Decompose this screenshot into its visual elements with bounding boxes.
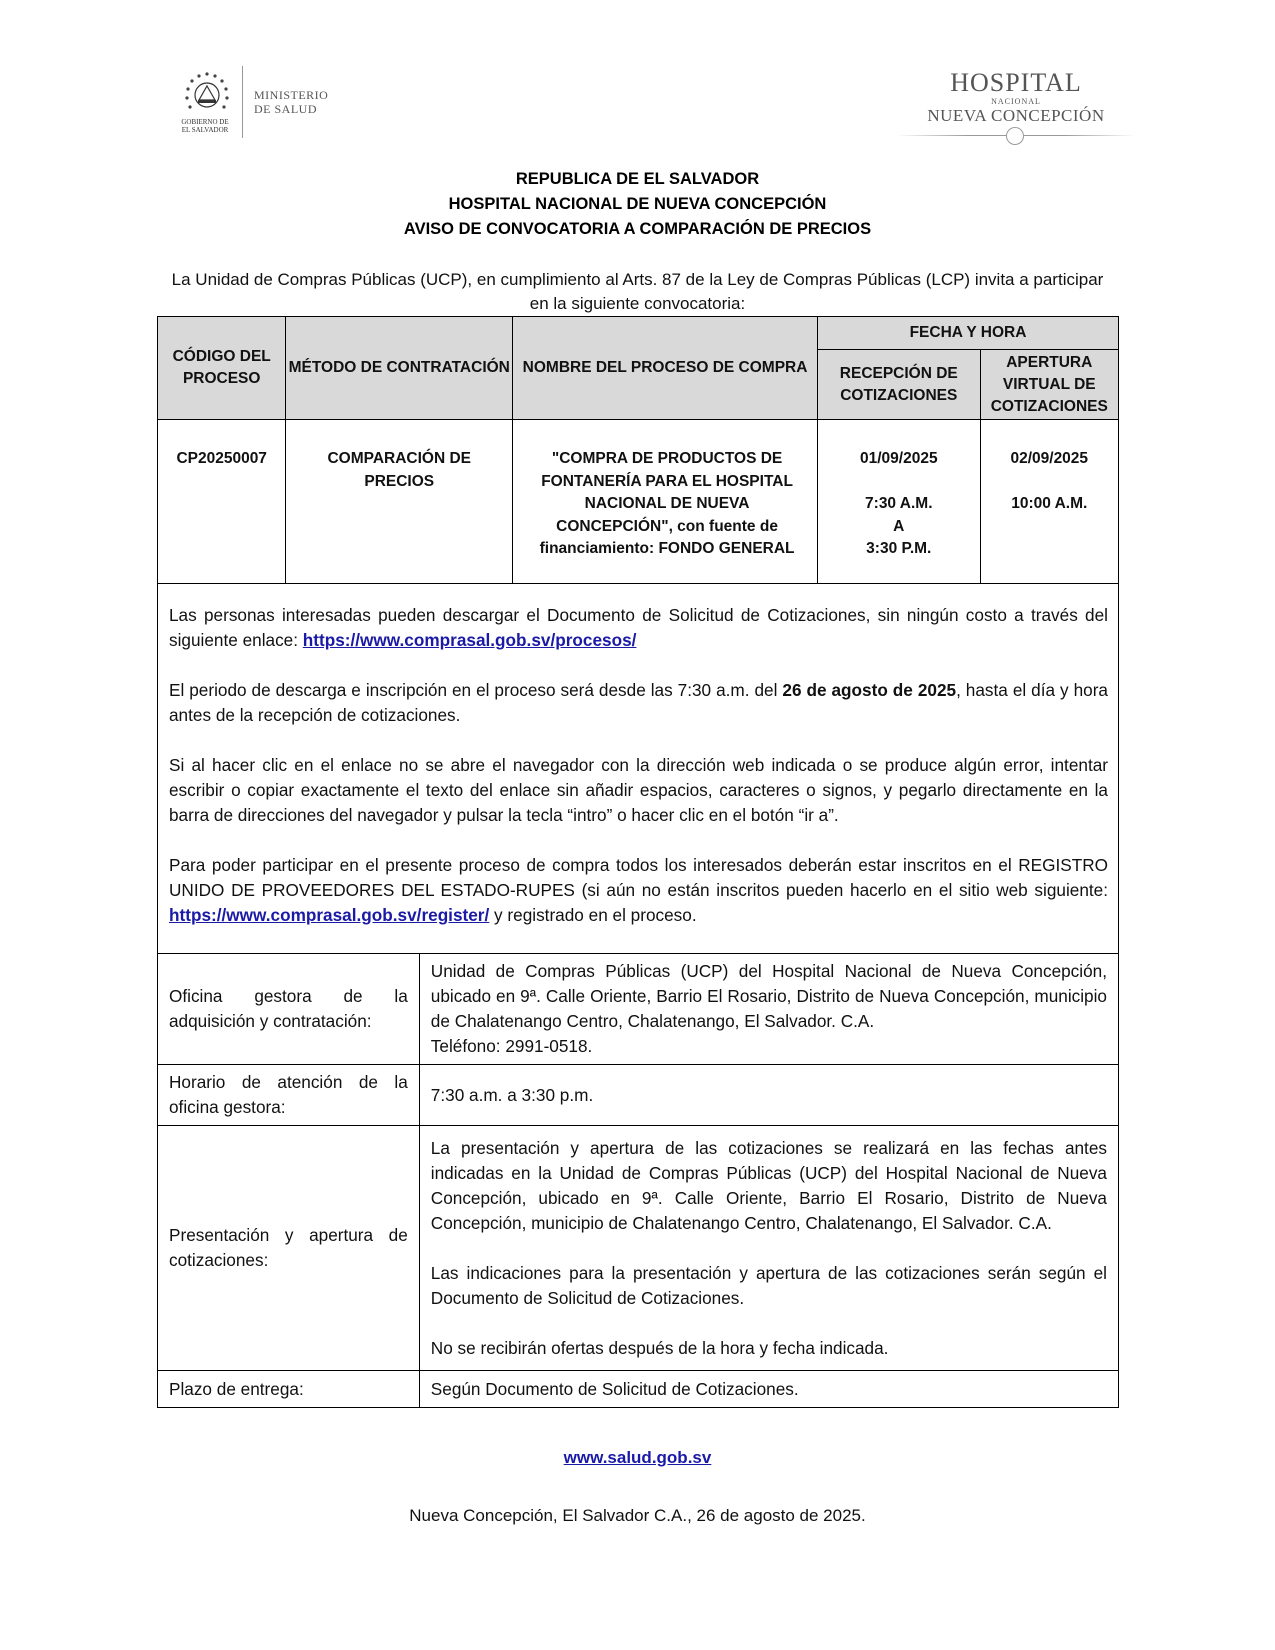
- hospital-logo-line1: HOSPITAL: [950, 68, 1082, 97]
- table-row: [158, 954, 1119, 1065]
- table-row: [158, 1065, 1119, 1126]
- title-line-1: REPUBLICA DE EL SALVADOR: [515, 170, 760, 188]
- header-recepcion: RECEPCIÓN DE COTIZACIONES: [818, 350, 981, 420]
- government-label: GOBIERNO DE EL SALVADOR: [181, 118, 229, 134]
- info-table: [157, 953, 1119, 1408]
- process-table: [157, 316, 1119, 584]
- presentacion-label: Presentación y apertura de cotizaciones:: [158, 1126, 420, 1371]
- download-paragraph: Las personas interesadas pueden descargar el Documento de Solicitud de Cotizaciones, sin ningún costo a través del siguiente enlace: https://www.comprasal.gob.sv/procesos/: [169, 605, 1108, 650]
- cell-codigo: CP20250007: [158, 420, 286, 584]
- cell-metodo: COMPARACIÓN DE PRECIOS: [286, 420, 513, 584]
- header-codigo: CÓDIGO DEL PROCESO: [158, 317, 286, 420]
- table-row: [158, 420, 1119, 584]
- header-apertura: APERTURA VIRTUAL DE COTIZACIONES: [980, 350, 1118, 420]
- hospital-logo-line3: NUEVA CONCEPCIÓN: [927, 106, 1105, 125]
- procesos-link[interactable]: https://www.comprasal.gob.sv/procesos/: [302, 630, 637, 650]
- table-row: [158, 1371, 1119, 1408]
- registration-paragraph: Para poder participar en el presente proceso de compra todos los interesados deberán estar inscritos en el REGISTRO UNIDO DE PROVEEDORES DEL ESTADO-RUPES (si aún no están inscritos pueden hacerlo en el sitio web siguiente: https://www.comprasal.gob.sv/register/ y registrado en el proceso.: [169, 855, 1108, 925]
- recepcion-separator: A: [893, 517, 905, 535]
- recepcion-fecha: 01/09/2025: [859, 450, 938, 467]
- logo-divider: [242, 66, 243, 138]
- instructions-block: [157, 581, 1119, 954]
- horario-label: Horario de atención de la oficina gestora:: [158, 1065, 420, 1126]
- document-title: [0, 167, 1275, 242]
- ministry-label: MINISTERIO DE SALUD: [254, 88, 329, 116]
- recepcion-hora-fin: 3:30 P.M.: [866, 540, 932, 557]
- footer-link-wrapper: [0, 1448, 1275, 1468]
- hospital-logo-line2: NACIONAL: [991, 97, 1041, 106]
- header-fecha-hora: FECHA Y HORA: [818, 317, 1119, 350]
- header-metodo: MÉTODO DE CONTRATACIÓN: [286, 317, 513, 420]
- link-help-paragraph: Si al hacer clic en el enlace no se abre el navegador con la dirección web indicada o se produce algún error, intentar escribir o copiar exactamente el texto del enlace sin añadir espacios, caracteres o signos, y pegarlo directamente en la barra de direcciones del navegador y pulsar la tecla “intro” o hacer clic en el botón “ir a”.: [169, 755, 1108, 825]
- plazo-value: Según Documento de Solicitud de Cotizaciones.: [419, 1371, 1118, 1408]
- oficina-label: Oficina gestora de la adquisición y contratación:: [158, 954, 420, 1065]
- ministry-logo: [176, 66, 346, 138]
- start-date: 26 de agosto de 2025: [782, 680, 957, 700]
- horario-value: 7:30 a.m. a 3:30 p.m.: [419, 1065, 1118, 1126]
- period-paragraph: El periodo de descarga e inscripción en el proceso será desde las 7:30 a.m. del 26 de agosto de 2025, hasta el día y hora antes de la recepción de cotizaciones.: [169, 680, 1108, 725]
- cell-recepcion: [818, 420, 981, 584]
- hospital-logo: [896, 70, 1136, 150]
- cell-apertura: [980, 420, 1118, 584]
- title-line-3: AVISO DE CONVOCATORIA A COMPARACIÓN DE PRECIOS: [403, 220, 872, 238]
- plazo-label: Plazo de entrega:: [158, 1371, 420, 1408]
- hospital-seal-icon: [1006, 127, 1024, 145]
- title-line-2: HOSPITAL NACIONAL DE NUEVA CONCEPCIÓN: [448, 195, 827, 213]
- salud-link[interactable]: www.salud.gob.sv: [563, 1448, 712, 1467]
- table-row: [158, 1126, 1119, 1371]
- apertura-fecha: 02/09/2025: [1010, 450, 1089, 467]
- cell-nombre: "COMPRA DE PRODUCTOS DE FONTANERÍA PARA EL HOSPITAL NACIONAL DE NUEVA CONCEPCIÓN", con fuente de financiamiento: FONDO GENERAL: [513, 420, 818, 584]
- intro-paragraph: La Unidad de Compras Públicas (UCP), en cumplimiento al Arts. 87 de la Ley de Compras Públicas (LCP) invita a participar en la siguiente convocatoria:: [171, 270, 1104, 313]
- register-link[interactable]: https://www.comprasal.gob.sv/register/: [169, 905, 490, 925]
- apertura-hora: 10:00 A.M.: [1011, 495, 1088, 512]
- recepcion-hora-inicio: 7:30 A.M.: [865, 495, 933, 512]
- presentacion-value: La presentación y apertura de las cotizaciones se realizará en las fechas antes indicadas en la Unidad de Compras Públicas (UCP) del Hospital Nacional de Nueva Concepción, ubicado en 9ª. Calle Oriente, Barrio El Rosario, Distrito de Nueva Concepción, municipio de Chalatenango Centro, Chalatenango, El Salvador. C.A. Las indicaciones para la presentación y apertura de las cotizaciones serán según el Documento de Solicitud de Cotizaciones. No se recibirán ofertas después de la hora y fecha indicada.: [419, 1126, 1118, 1371]
- footer-date: Nueva Concepción, El Salvador C.A., 26 de agosto de 2025.: [409, 1506, 866, 1525]
- oficina-value: Unidad de Compras Públicas (UCP) del Hospital Nacional de Nueva Concepción, ubicado en 9ª. Calle Oriente, Barrio El Rosario, Distrito de Nueva Concepción, municipio de Chalatenango Centro, Chalatenango, El Salvador. C.A. Teléfono: 2991-0518.: [419, 954, 1118, 1065]
- header-nombre: NOMBRE DEL PROCESO DE COMPRA: [513, 317, 818, 420]
